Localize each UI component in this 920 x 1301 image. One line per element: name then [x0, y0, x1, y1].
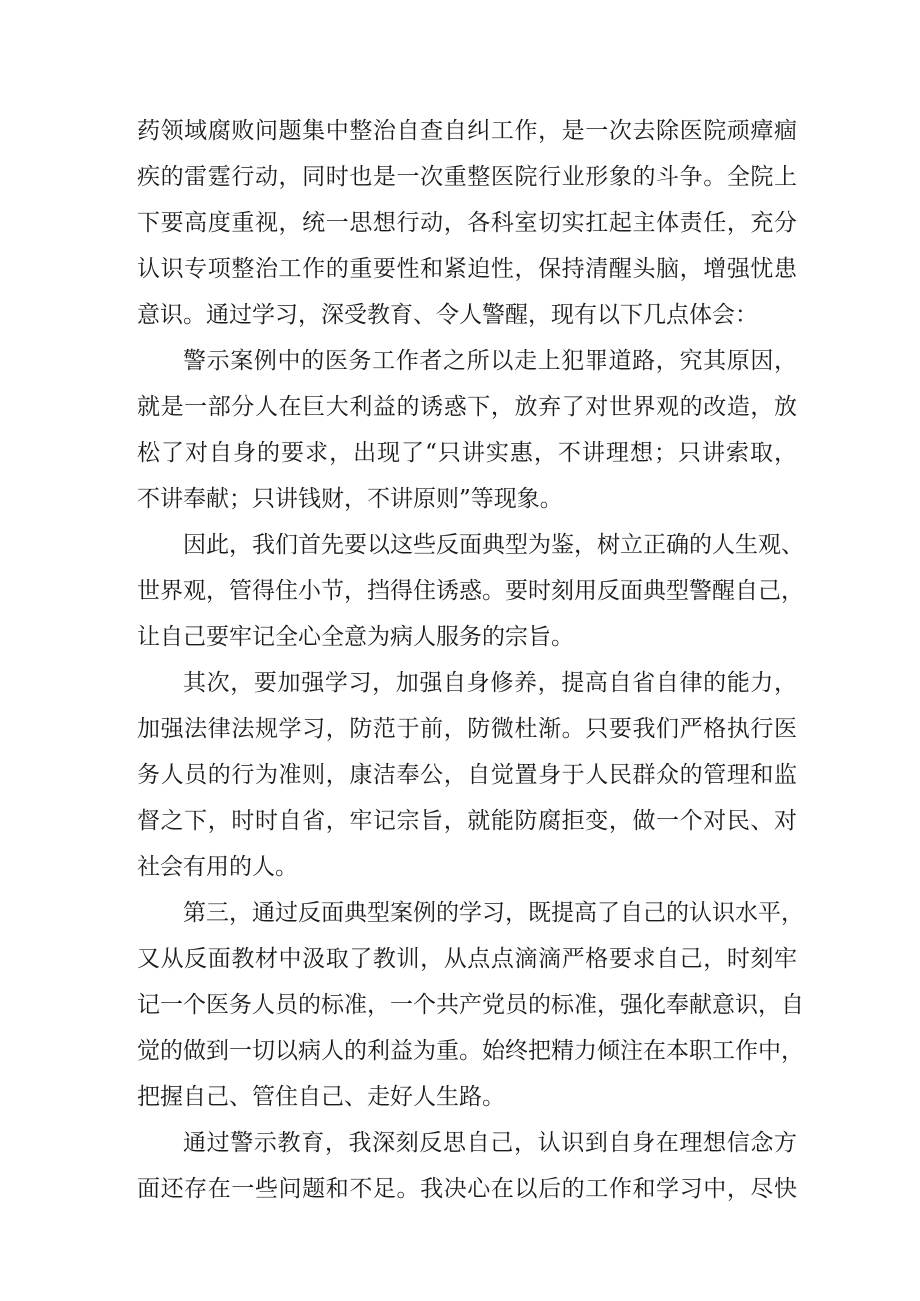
- text-line: 记一个医务人员的标准，一个共产党员的标准，强化奉献意识，自: [137, 992, 804, 1018]
- text-line: 加强法律法规学习，防范于前，防微杜渐。只要我们严格执行医: [137, 716, 797, 742]
- paragraph-first-line: 通过警示教育，我深刻反思自己，认识到自身在理想信念方: [183, 1130, 797, 1156]
- text-line: 就是一部分人在巨大利益的诱惑下，放弃了对世界观的改造，放: [137, 394, 797, 420]
- text-line: 社会有用的人。: [137, 854, 298, 880]
- text-line: 下要高度重视，统一思想行动，各科室切实扛起主体责任，充分: [137, 210, 797, 236]
- paragraph-first-line: 因此，我们首先要以这些反面典型为鉴，树立正确的人生观、: [183, 532, 804, 558]
- text-line: 把握自己、管住自己、走好人生路。: [137, 1084, 505, 1110]
- text-line: 让自己要牢记全心全意为病人服务的宗旨。: [137, 624, 574, 650]
- text-line: 务人员的行为准则，康洁奉公，自觉置身于人民群众的管理和监: [137, 762, 797, 788]
- text-line: 疾的雷霆行动，同时也是一次重整医院行业形象的斗争。全院上: [137, 164, 797, 190]
- text-line: 不讲奉献；只讲钱财，不讲原则”等现象。: [137, 486, 563, 512]
- paragraph-first-line: 第三，通过反面典型案例的学习，既提高了自己的认识水平，: [183, 900, 804, 926]
- text-line: 又从反面教材中汲取了教训，从点点滴滴严格要求自己，时刻牢: [137, 946, 797, 972]
- text-line: 药领域腐败问题集中整治自查自纠工作，是一次去除医院顽瘴痼: [137, 118, 797, 144]
- text-line: 认识专项整治工作的重要性和紧迫性，保持清醒头脑，增强忧患: [137, 256, 797, 282]
- body-text: [137, 108, 804, 1212]
- text-line: 面还存在一些问题和不足。我决心在以后的工作和学习中，尽快: [137, 1176, 797, 1202]
- text-line: 意识。通过学习，深受教育、令人警醒，现有以下几点体会：: [137, 302, 758, 328]
- text-line: 松了对自身的要求，出现了“只讲实惠，不讲理想；只讲索取，: [137, 440, 797, 466]
- paragraph-first-line: 其次，要加强学习，加强自身修养，提高自省自律的能力，: [183, 670, 797, 696]
- text-line: 督之下，时时自省，牢记宗旨，就能防腐拒变，做一个对民、对: [137, 808, 797, 834]
- paragraph-first-line: 警示案例中的医务工作者之所以走上犯罪道路，究其原因，: [183, 348, 797, 374]
- text-line: 世界观，管得住小节，挡得住诱惑。要时刻用反面典型警醒自己，: [137, 578, 804, 604]
- text-line: 觉的做到一切以病人的利益为重。始终把精力倾注在本职工作中，: [137, 1038, 804, 1064]
